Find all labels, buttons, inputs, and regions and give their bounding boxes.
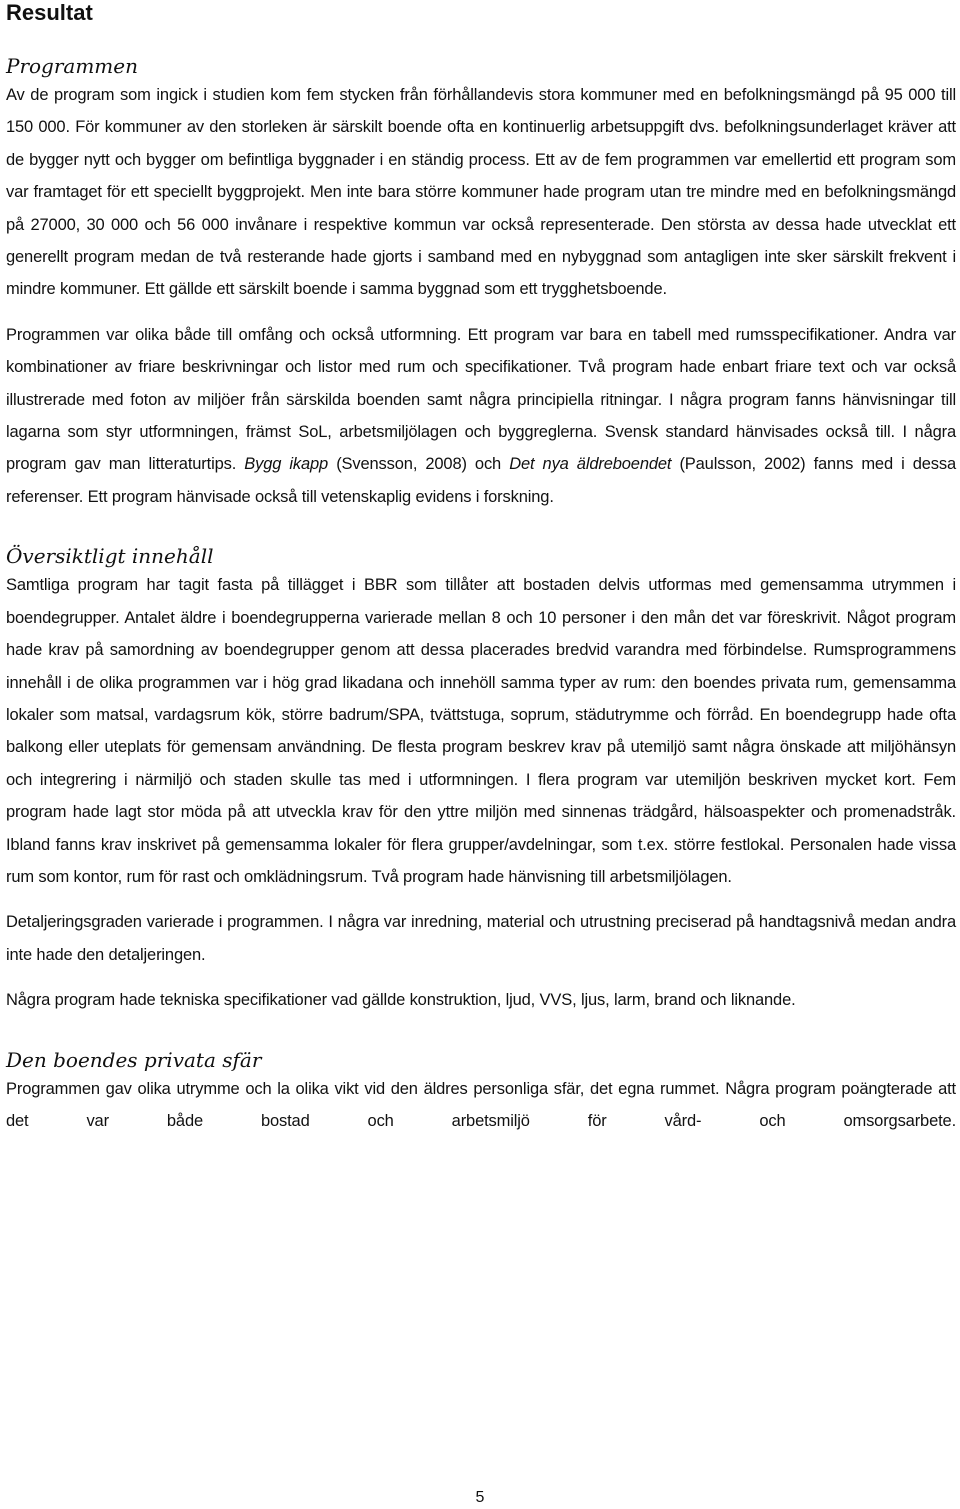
paragraph-programmen-2 xyxy=(6,319,956,513)
paragraph-text: Programmen var olika både till omfång och också utformning. Ett program var bara en tabell med rumsspecifikationer. Andra var kombinationer av friare beskrivningar och listor med rum och specifikationer. Två program hade enbart friare text och var också illustrerade med foton av miljöer från särskilda boenden samt några principiella ritningar. I några program fanns hänvisningar till lagarna som styr utformningen, främst SoL, arbetsmiljölagen och byggreglerna. Svensk standard hänvisades också till. I några program gav man litteraturtips. xyxy=(6,325,956,474)
paragraph-programmen-1: Av de program som ingick i studien kom fem stycken från förhållandevis stora kommuner med en befolkningsmängd på 95 000 till 150 000. För kommuner av den storleken är särskilt boende ofta en kontinuerlig arbetsuppgift dvs. befolkningsunderlaget kräver att de bygger nytt och bygger om befintliga byggnader i en ständig process. Ett av de fem programmen var emellertid ett program som var framtaget för ett speciellt byggprojekt. Men inte bara större kommuner hade program utan tre mindre med en befolkningsmängd på 27000, 30 000 och 56 000 invånare i respektive kommun var också representerade. Den största av dessa hade utvecklat ett generellt program medan de två resterande hade gjorts i samband med en nybyggnad som antagligen inte sker särskilt frekvent i mindre kommuner. Ett gällde ett särskilt boende i samma byggnad som ett trygghetsboende. xyxy=(6,86,956,299)
reference-title-det-nya-aldreboendet: Det nya äldreboendet xyxy=(509,455,672,474)
paragraph-oversikt-1: Samtliga program har tagit fasta på tillägget i BBR som tillåter att bostaden delvis utformas med gemensamma utrymmen i boendegrupper. Antalet äldre i boendegrupperna varierade mellan 8 och 10 personer i den mån det var föreskrivit. Något program hade krav på samordning av boendegrupper genom att dessa placerades bredvid varandra med förbindelse. Rumsprogrammens innehåll i de olika programmen var i hög grad likadana och innehöll samma typer av rum: den boendes privata rum, gemensamma lokaler som matsal, vardagsrum kök, större badrum/SPA, tvättstuga, soprum, städutrymme och förråd. En boendegrupp hade ofta balkong eller uteplats för gemensam användning. De flesta program beskrev krav på utemiljö samt några önskade att miljöhänsyn och integrering i närmiljö och staden skulle tas med i utformningen. I flera program var utemiljön beskriven mycket kort. Fem program hade lagt stor möda på att utveckla krav för den yttre miljön med sinnenas trädgård, hälsoaspekter och promenadstråk. Ibland fanns krav inskrivet på gemensamma lokaler för flera grupper/avdelningar, som t.ex. större festlokal. Personalen hade vissa rum som kontor, rum för rast och omklädningsrum. Två program hade hänvisning till arbetsmiljölagen. xyxy=(6,576,956,886)
paragraph-privata-1: Programmen gav olika utrymme och la olika vikt vid den äldres personliga sfär, det egna rummet. Några program poängterade att det var både bostad och arbetsmiljö för vård- och omsorgsarbete. xyxy=(6,1079,956,1130)
section-title-programmen: Programmen xyxy=(6,54,138,78)
paragraph-oversikt-3: Några program hade tekniska specifikationer vad gällde konstruktion, ljud, VVS, ljus, larm, brand och liknande. xyxy=(6,991,796,1010)
page-number: 5 xyxy=(475,1489,485,1506)
reference-title-bygg-ikapp: Bygg ikapp xyxy=(244,455,329,474)
document-page xyxy=(6,0,956,1137)
section-title-den-boendes-privata-sfar: Den boendes privata sfär xyxy=(6,1047,262,1072)
paragraph-text: (Paulsson, 2002) fanns med i dessa referenser. Ett program hänvisade också till vetenskaplig evidens i forskning. xyxy=(6,455,956,506)
section-title-oversiktligt-innehall: Översiktligt innehåll xyxy=(6,544,214,569)
paragraph-text: (Svensson, 2008) och xyxy=(328,455,510,474)
page-heading: Resultat xyxy=(6,0,93,25)
paragraph-oversikt-2: Detaljeringsgraden varierade i programmen. I några var inredning, material och utrustning preciserad på handtagsnivå medan andra inte hade den detaljeringen. xyxy=(6,913,956,964)
